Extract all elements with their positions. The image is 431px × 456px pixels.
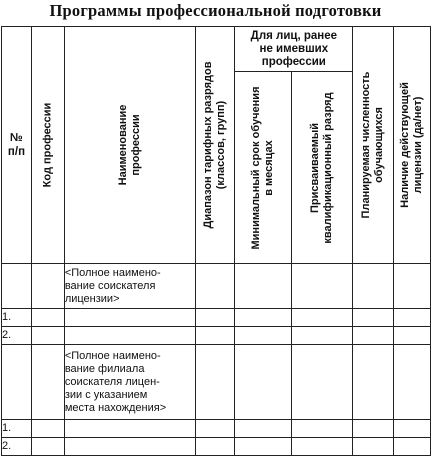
table-cell [64, 420, 195, 438]
table-cell [31, 345, 64, 420]
table-cell [64, 327, 195, 345]
table-cell [64, 309, 195, 327]
table-cell [31, 420, 64, 438]
header-name-line: профессии [129, 114, 142, 176]
page-title: Программы профессиональной подготовки [49, 1, 382, 20]
header-planned-line: Планируемая численность [360, 71, 373, 219]
table-cell [195, 309, 235, 327]
section-label-line: вание филиала [64, 362, 145, 375]
row-number: 1. [2, 309, 32, 327]
table-row [2, 438, 431, 456]
header-code [31, 27, 64, 264]
row-number: 2. [2, 438, 32, 456]
header-license [394, 27, 431, 264]
header-min-term [235, 72, 292, 264]
section-label [64, 264, 195, 309]
table-cell [394, 345, 431, 420]
table-cell [353, 327, 394, 345]
table-cell [195, 264, 235, 309]
table-cell [292, 264, 353, 309]
table-cell [235, 309, 292, 327]
section-label-line: <Полное наимено- [64, 266, 161, 279]
header-range-line: (классов, групп) [215, 100, 227, 190]
row-number: 1. [2, 420, 32, 438]
table-cell [235, 438, 292, 456]
section-row [2, 264, 431, 309]
table-cell [394, 327, 431, 345]
table-cell [31, 264, 64, 309]
row-number: 2. [2, 327, 32, 345]
table-cell [235, 264, 292, 309]
header-range-line: Диапазон тарифных разрядов [202, 61, 214, 229]
header-planned-line: обучающихся [373, 107, 386, 183]
header-planned [353, 27, 394, 264]
table-cell [2, 345, 32, 420]
table-cell [235, 345, 292, 420]
section-row [2, 345, 431, 420]
table-cell [353, 309, 394, 327]
table-cell [353, 345, 394, 420]
table-cell [235, 327, 292, 345]
header-group-line: Для лиц, ранее [250, 29, 338, 42]
table-cell [31, 327, 64, 345]
table-cell [195, 420, 235, 438]
table-cell [353, 264, 394, 309]
header-qual [292, 72, 353, 264]
header-min-term-line: в месяцах [263, 139, 276, 196]
header-license-line: лицензии (да/нет) [412, 96, 425, 194]
table-row [2, 309, 431, 327]
section-label [64, 345, 195, 420]
table-cell [353, 438, 394, 456]
header-num-line: п/п [7, 146, 26, 158]
table-cell [195, 327, 235, 345]
table-cell [2, 264, 32, 309]
section-label-line: зии с указанием [64, 388, 148, 401]
header-range [195, 27, 235, 264]
header-license-line: Наличие действующей [399, 82, 412, 208]
table-cell [195, 345, 235, 420]
section-label-line: вание соискателя [64, 279, 156, 292]
table-cell [394, 438, 431, 456]
header-name-line: Наименование [116, 104, 129, 186]
table-row [2, 327, 431, 345]
header-group [235, 27, 353, 72]
section-label-line: соискателя лицен- [64, 375, 160, 388]
header-group-line: не имевших [259, 42, 329, 55]
header-min-term-line: Минимальный срок обучения [250, 86, 263, 249]
table-cell [394, 309, 431, 327]
table-cell [292, 438, 353, 456]
programs-table [1, 26, 431, 456]
section-label-line: <Полное наимено- [64, 349, 161, 362]
header-qual-line: квалификационный разряд [322, 91, 335, 244]
table-cell [353, 420, 394, 438]
header-name [64, 27, 195, 264]
header-row-top [2, 27, 431, 72]
table-cell [195, 438, 235, 456]
section-label-line: лицензии> [64, 292, 120, 305]
header-group-line: профессии [261, 55, 326, 68]
table-cell [292, 309, 353, 327]
header-code-line: Код профессии [41, 102, 54, 188]
table-cell [235, 420, 292, 438]
table-row [2, 420, 431, 438]
table-cell [31, 309, 64, 327]
table-cell [292, 345, 353, 420]
table-cell [292, 327, 353, 345]
table-cell [292, 420, 353, 438]
table-cell [394, 420, 431, 438]
table-cell [64, 438, 195, 456]
header-num-line: № [10, 132, 23, 144]
section-label-line: места нахождения> [64, 401, 167, 414]
header-qual-line: Присваиваемый [309, 122, 322, 213]
table-cell [31, 438, 64, 456]
table-cell [394, 264, 431, 309]
header-num [2, 27, 32, 264]
